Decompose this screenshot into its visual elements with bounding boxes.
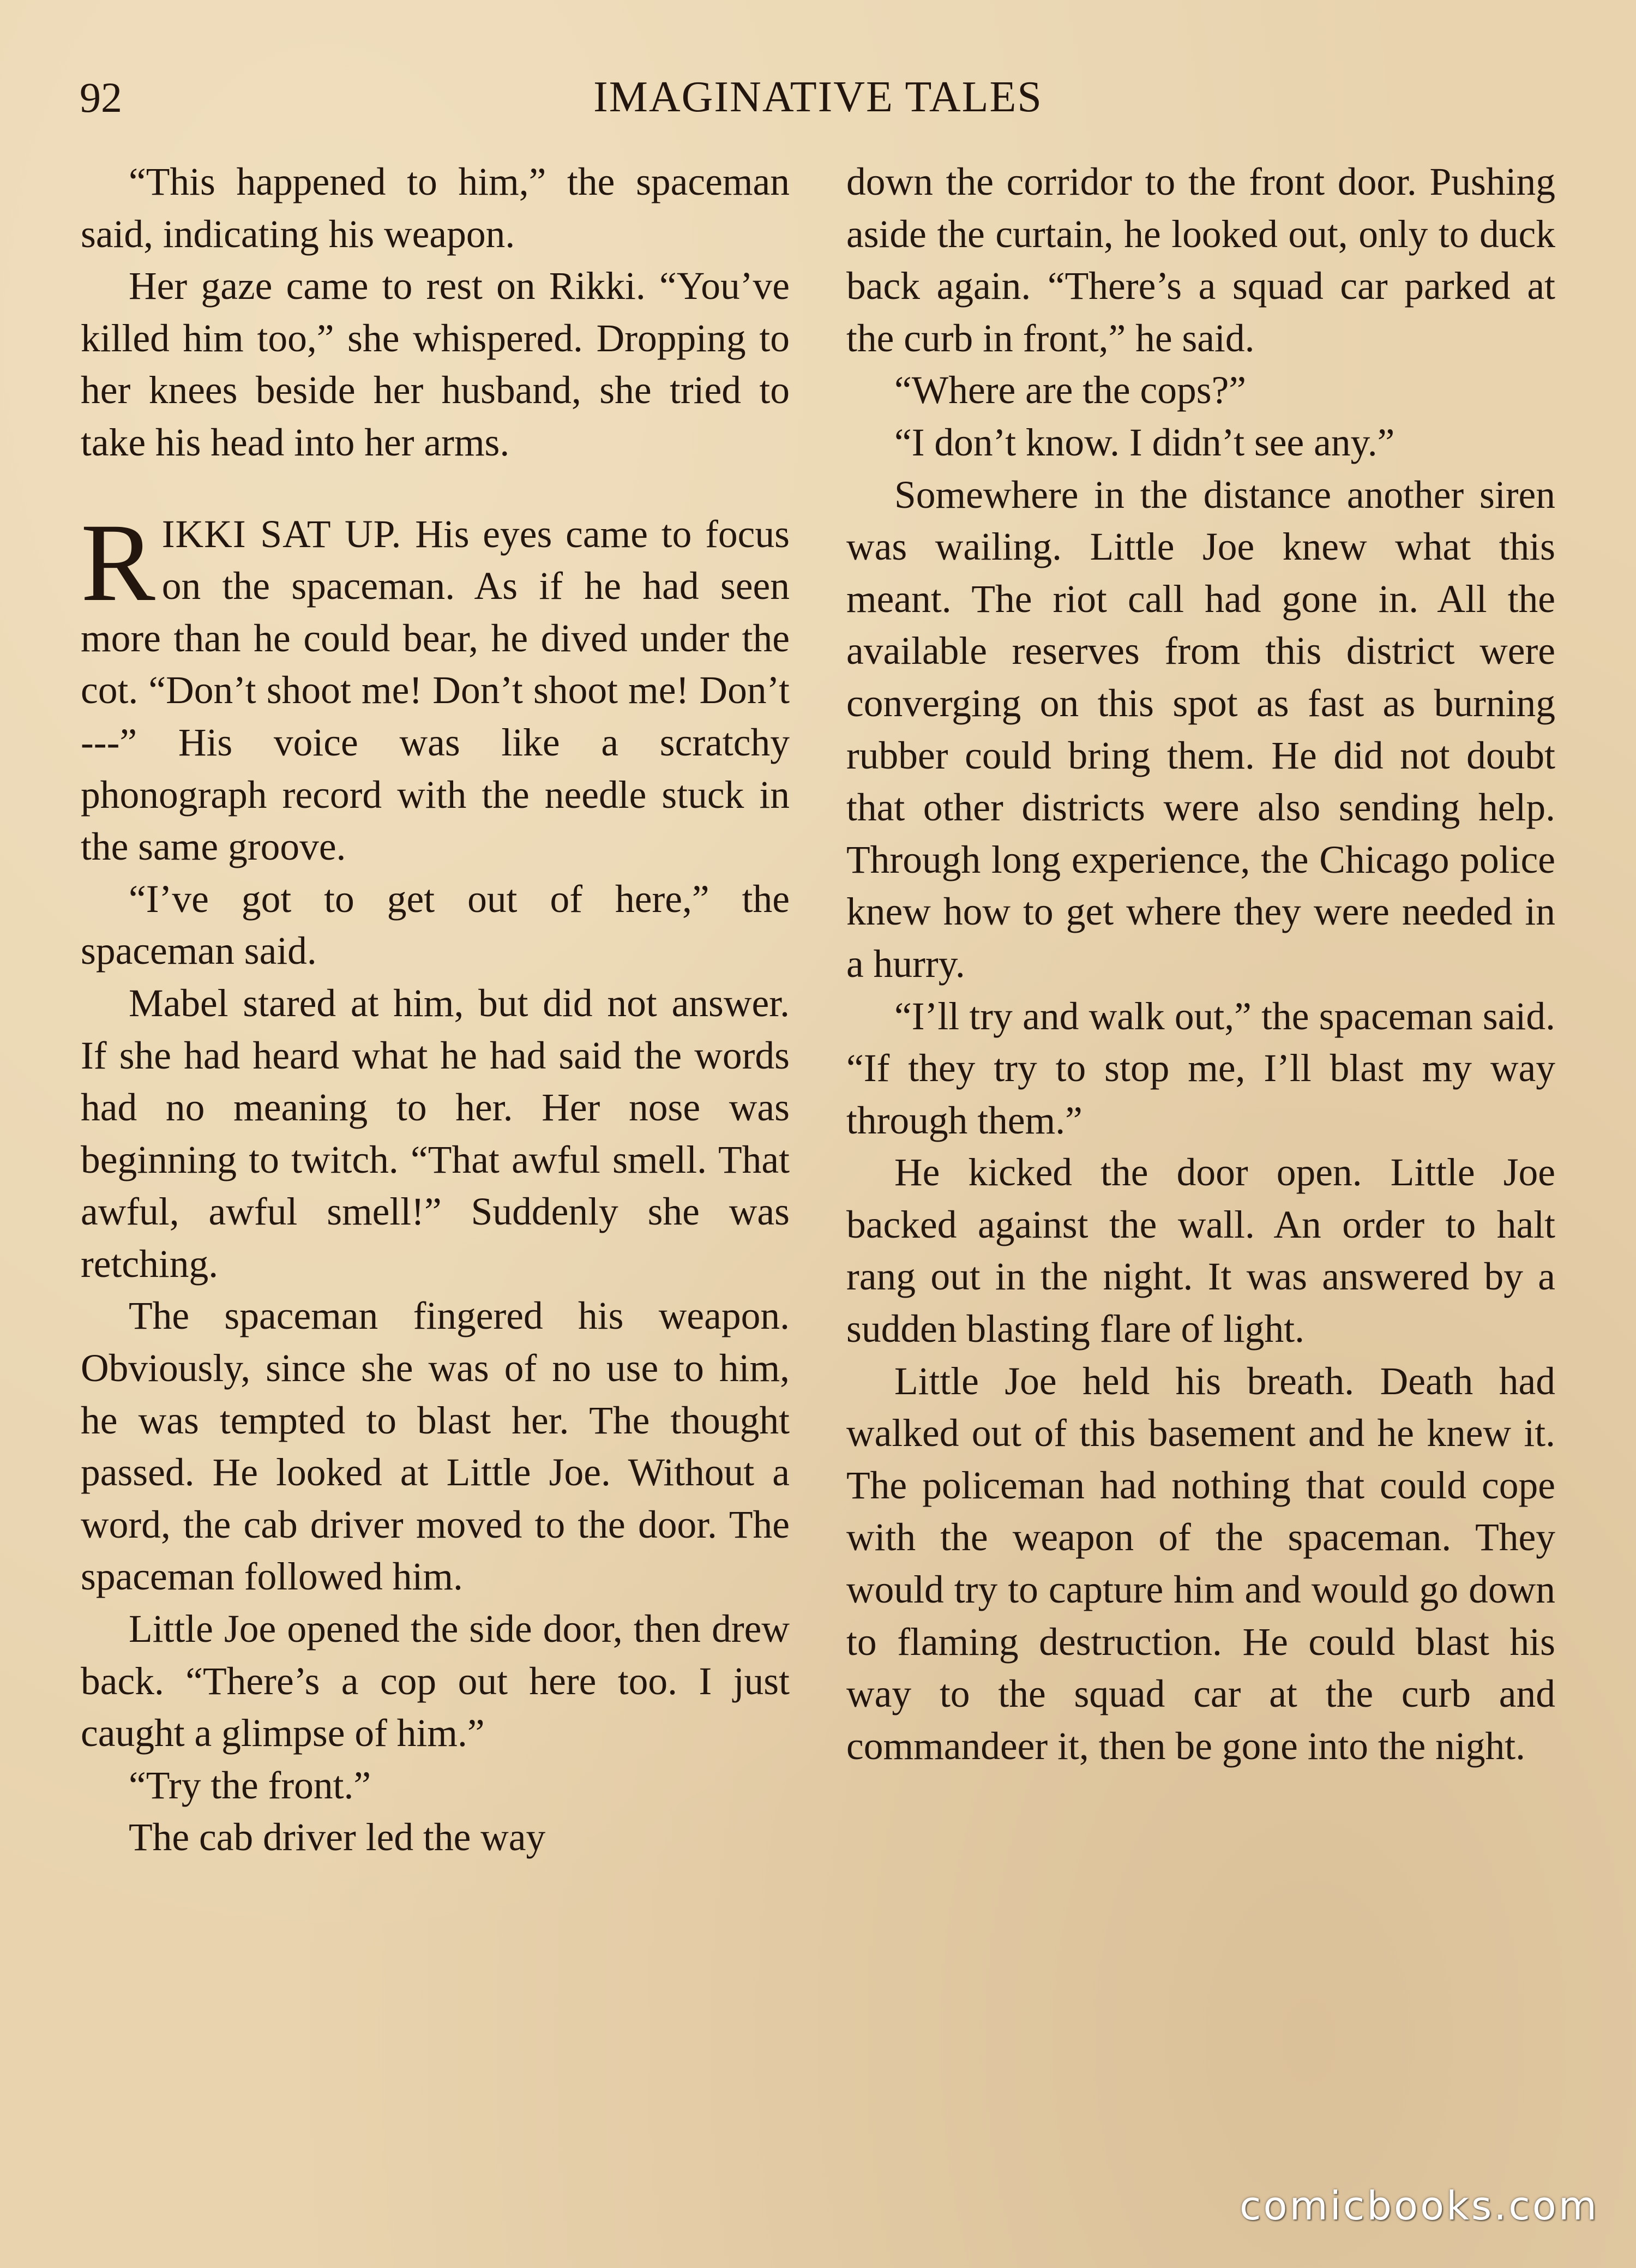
- paragraph: “I’ve got to get out of here,” the spaceman said.: [81, 877, 790, 973]
- paragraph: Somewhere in the distance another siren was wailing. Little Joe knew what this meant. The riot call had gone in. All the available reserves from this district were converging on this spot as fast as burning rubber could bring them. He did not doubt that other districts were also sending help. Through long experience, the Chicago police knew how to get where they were needed in a hurry.: [846, 473, 1555, 986]
- right-column: [846, 156, 1555, 1772]
- paragraph: Little Joe held his breath. Death had walked out of this basement and he knew it. The policeman had nothing that could cope with the weapon of the spaceman. They would try to capture him and would go down to flaming destruction. He could blast his way to the squad car at the curb and commandeer it, then be gone into the night.: [846, 1359, 1555, 1768]
- paragraph: Mabel stared at him, but did not answer. If she had heard what he had said the words had no meaning to her. Her nose was beginning to twitch. “That awful smell. That awful, awful smell!” Suddenly she was retching.: [81, 981, 790, 1286]
- section-opening-paragraph: [81, 500, 790, 873]
- paragraph: “Where are the cops?”: [894, 369, 1247, 412]
- paragraph: The spaceman fingered his weapon. Obviously, since she was of no use to him, he was tempted to blast her. The thought passed. He looked at Little Joe. Without a word, the cab driver moved to the door. The spaceman followed him.: [81, 1294, 790, 1599]
- paragraph: “I’ll try and walk out,” the spaceman said. “If they try to stop me, I’ll blast my way through them.”: [846, 994, 1555, 1142]
- paragraph-text: His eyes came to focus on the spaceman. As if he had seen more than he could bear, he dived under the cot. “Don’t shoot me! Don’t shoot me! Don’t ---” His voice was like a scratchy phonograph record with the needle stuck in the same groove.: [81, 512, 790, 869]
- paragraph: The cab driver led the way: [129, 1816, 546, 1859]
- paragraph: “I don’t know. I didn’t see any.”: [894, 421, 1395, 464]
- paragraph: “Try the front.”: [129, 1763, 371, 1807]
- opening-small-caps: IKKI SAT UP.: [161, 512, 402, 556]
- left-column: [81, 156, 790, 1864]
- paragraph: Little Joe opened the side door, then drew back. “There’s a cop out here too. I just caught a glimpse of him.”: [81, 1607, 790, 1755]
- paragraph: “This happened to him,” the spaceman said, indicating his weapon.: [81, 160, 790, 256]
- paragraph-continued: down the corridor to the front door. Pushing aside the curtain, he looked out, only to duck back again. “There’s a squad car parked at the curb in front,” he said.: [846, 160, 1555, 360]
- paragraph: He kicked the door open. Little Joe backed against the wall. An order to halt rang out in the night. It was answered by a sudden blasting flare of light.: [846, 1151, 1555, 1351]
- watermark: comicbooks.com: [1239, 2183, 1599, 2229]
- drop-cap: R: [81, 500, 155, 625]
- running-title: IMAGINATIVE TALES: [593, 73, 1043, 121]
- section-break: [81, 469, 790, 508]
- page-number: 92: [80, 74, 122, 121]
- paragraph: Her gaze came to rest on Rikki. “You’ve killed him too,” she whispered. Dropping to her knees beside her husband, she tried to take his head into her arms.: [81, 265, 790, 464]
